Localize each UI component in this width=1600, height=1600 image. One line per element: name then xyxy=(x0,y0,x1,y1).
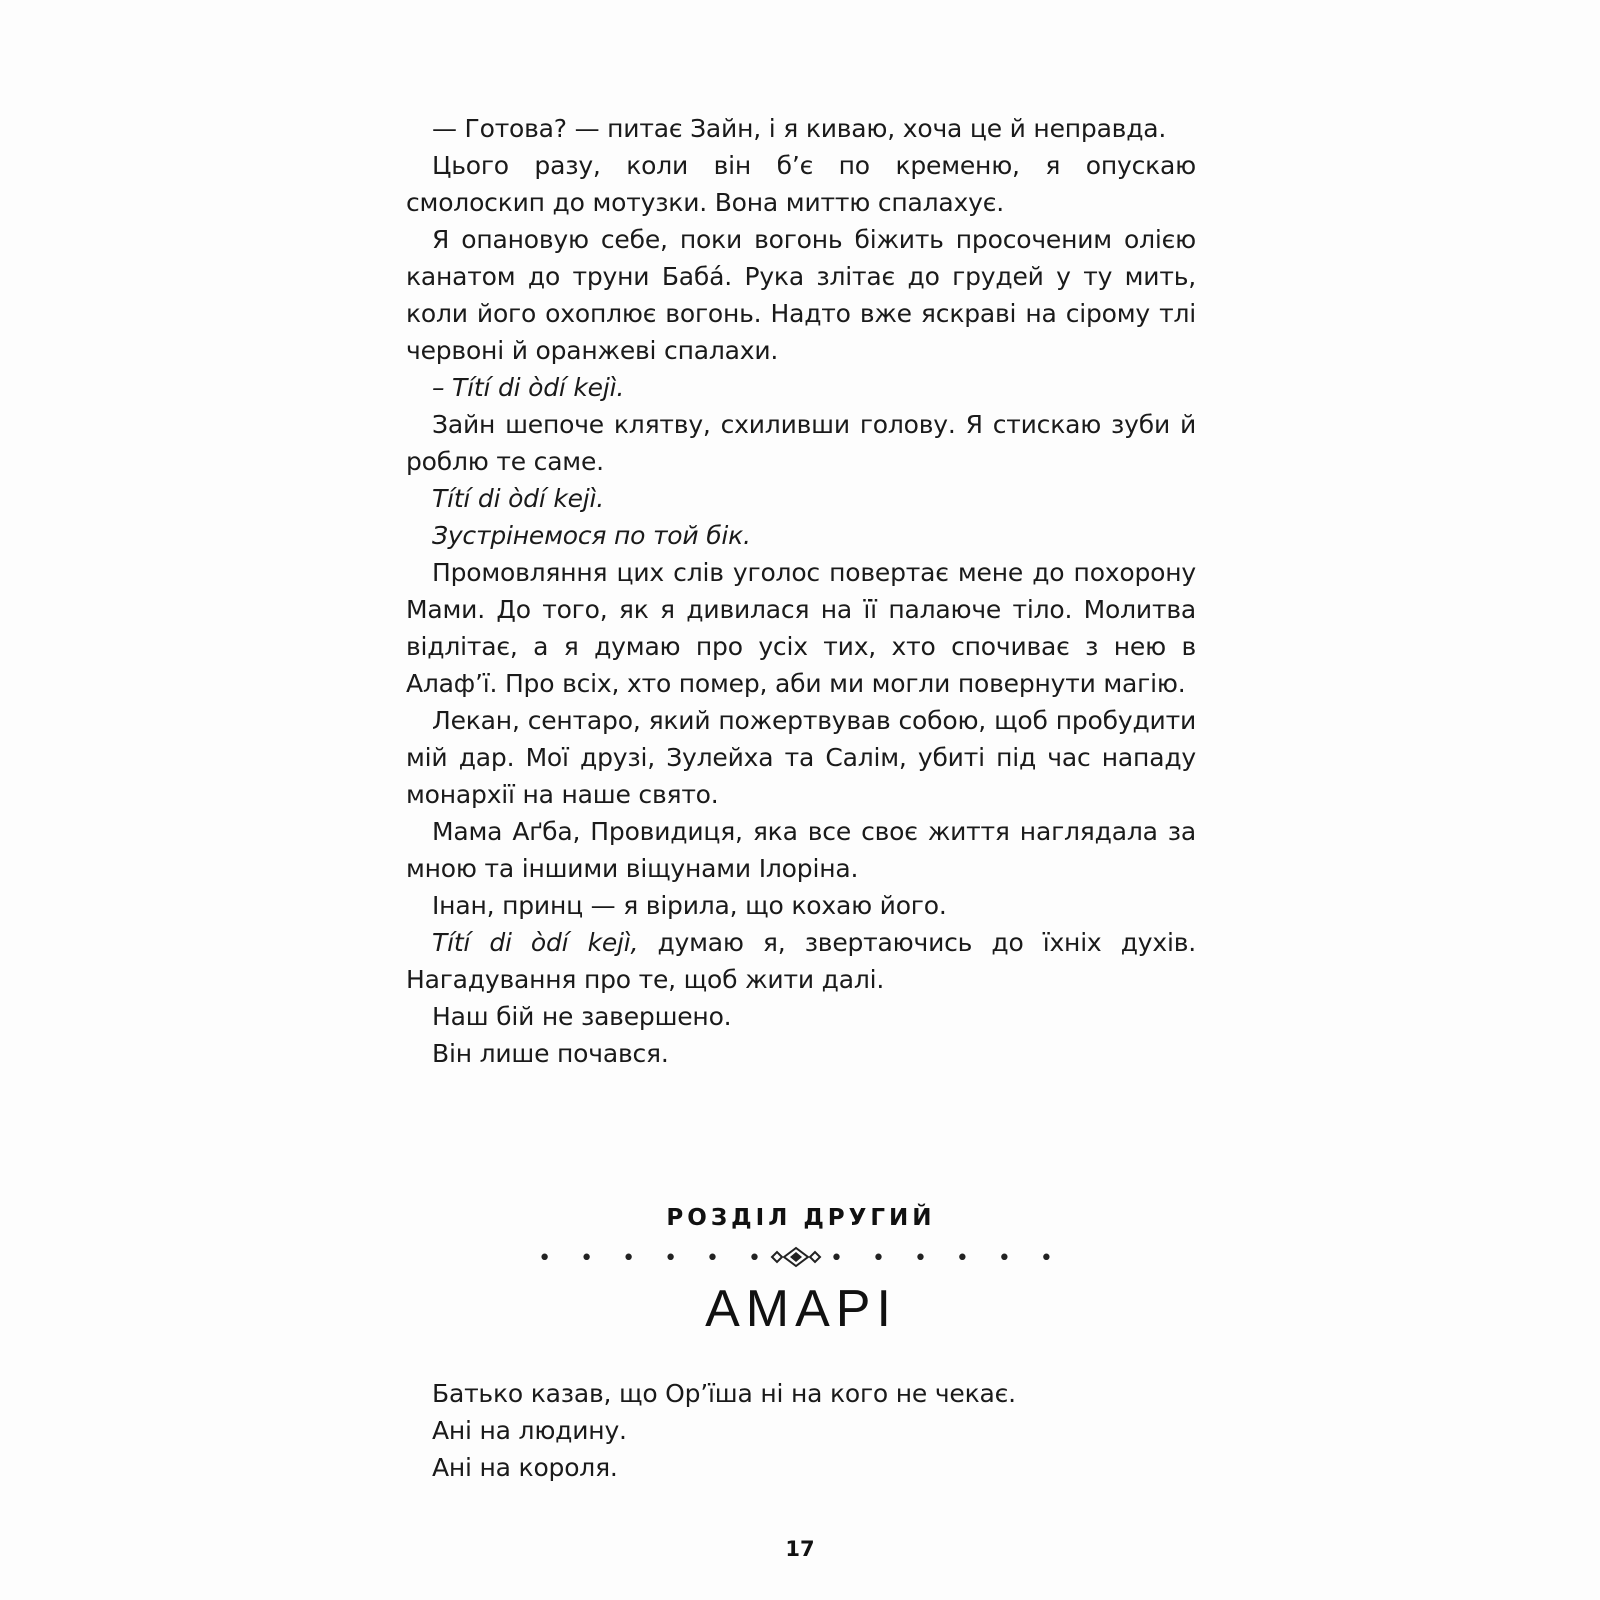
paragraph-mixed xyxy=(406,924,1196,998)
paragraph: Промовляння цих слів уголос повертає мене до похорону Мами. До того, як я дивилася на її палаюче тіло. Молитва відлітає, а я думаю про усіх тих, хто спочиває з нею в Алаф’ї. Про всіх, хто помер, аби ми могли повернути магію. xyxy=(406,558,1196,698)
paragraph: Я опановую себе, поки вогонь біжить просоченим олією канатом до труни Бабá. Рука злітає до грудей у ту мить, коли його охоплює вогонь. Надто вже яскраві на сірому тлі червоні й оранжеві спалахи. xyxy=(406,225,1196,365)
paragraph: Наш бій не завершено. xyxy=(432,1002,732,1031)
paragraph-rest: думаю я, звертаючись до їхніх духів. Нагадування про те, щоб жити далі. xyxy=(406,928,1196,994)
paragraph: Зайн шепоче клятву, схиливши голову. Я стискаю зуби й роблю те саме. xyxy=(406,410,1196,476)
paragraph: Цього разу, коли він б’є по кременю, я опускаю смолоскип до мотузки. Вона миттю спалахує. xyxy=(406,151,1196,217)
body-text xyxy=(406,110,1196,1072)
paragraph: Він лише почався. xyxy=(432,1039,669,1068)
paragraph: Ані на короля. xyxy=(432,1453,618,1482)
page-number: 17 xyxy=(785,1537,815,1561)
paragraph: Лекан, сентаро, який пожертвував собою, щоб пробудити мій дар. Мої друзі, Зулейха та Салім, убиті під час нападу монархії на наше свято. xyxy=(406,706,1196,809)
ornament-dots-right: • • • • • • xyxy=(830,1246,1064,1271)
paragraph: — Готова? — питає Зайн, і я киваю, хоча це й неправда. xyxy=(432,114,1167,143)
chapter-label: РОЗДІЛ ДРУГИЙ xyxy=(666,1205,936,1231)
chapter-text xyxy=(406,1375,1196,1486)
chapter-heading xyxy=(406,1203,1196,1339)
paragraph: Батько казав, що Ор’їша ні на кого не чекає. xyxy=(432,1379,1016,1408)
paragraph-italic: Títí di òdí kejì. xyxy=(432,484,605,513)
paragraph: Ані на людину. xyxy=(432,1416,627,1445)
chapter-title: АМАРІ xyxy=(705,1280,897,1338)
paragraph: Мама Аґба, Провидиця, яка все своє життя наглядала за мною та іншими віщунами Ілоріна. xyxy=(406,817,1196,883)
paragraph-italic: – Títí di òdí kejì. xyxy=(432,373,625,402)
paragraph: Інан, принц — я вірила, що кохаю його. xyxy=(432,891,947,920)
ornament-dots-left: • • • • • • xyxy=(538,1246,772,1271)
paragraph-italic: Зустрінемося по той бік. xyxy=(432,521,751,550)
ornament-divider xyxy=(406,1247,1196,1271)
diamond-ornament-icon xyxy=(768,1246,824,1272)
italic-phrase: Títí di òdí kejì, xyxy=(432,928,639,957)
